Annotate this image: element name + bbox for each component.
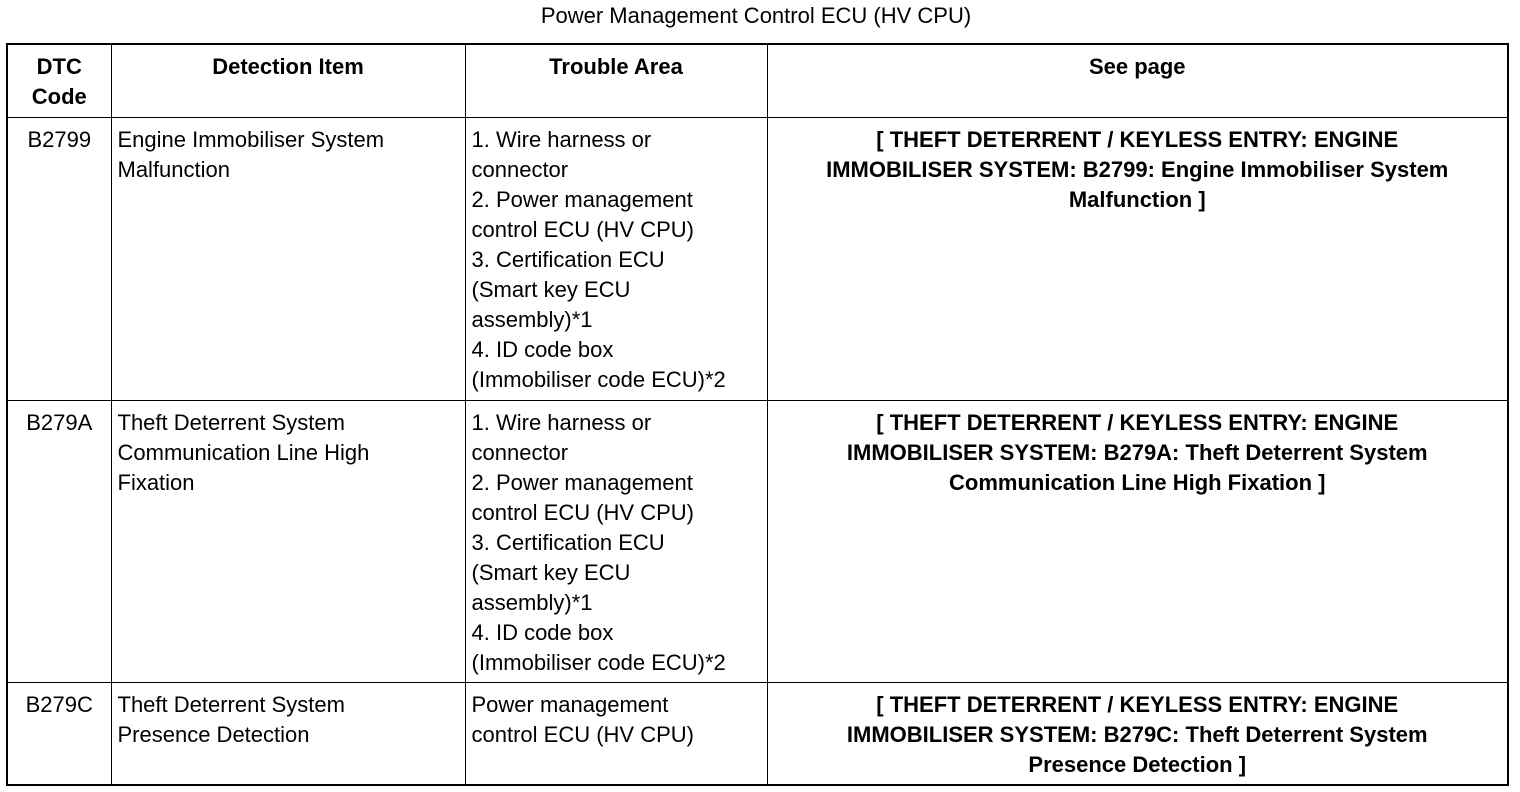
see-page-line: [ THEFT DETERRENT / KEYLESS ENTRY: ENGINE	[876, 126, 1399, 152]
header-dtc-code-line: DTC	[36, 54, 82, 79]
trouble-area-line: assembly)*1	[471, 306, 593, 332]
dtc-code-cell: B279C	[7, 682, 111, 785]
detection-item-line: Fixation	[117, 469, 195, 495]
header-detection-item: Detection Item	[111, 44, 465, 117]
detection-item-line: Presence Detection	[117, 721, 310, 747]
trouble-area-line: (Immobiliser code ECU)*2	[471, 366, 726, 392]
trouble-area-line: Power management	[471, 691, 669, 717]
see-page-line: [ THEFT DETERRENT / KEYLESS ENTRY: ENGINE	[876, 409, 1399, 435]
see-page-link[interactable]	[767, 400, 1508, 682]
table-row	[7, 117, 1508, 400]
trouble-area-line: 4. ID code box	[471, 336, 614, 362]
trouble-area-cell	[465, 400, 767, 682]
trouble-area-line: assembly)*1	[471, 589, 593, 615]
trouble-area-line: (Smart key ECU	[471, 276, 631, 302]
trouble-area-line: 4. ID code box	[471, 619, 614, 645]
see-page-line: Presence Detection ]	[1028, 751, 1247, 777]
header-dtc-code	[7, 44, 111, 117]
see-page-line: Communication Line High Fixation ]	[949, 469, 1326, 495]
header-dtc-code-line: Code	[31, 84, 87, 109]
table-caption: Power Management Control ECU (HV CPU)	[540, 3, 972, 28]
see-page-link[interactable]	[767, 682, 1508, 785]
trouble-area-line: connector	[471, 439, 569, 465]
detection-item-line: Engine Immobiliser System	[117, 126, 385, 152]
table-row	[7, 400, 1508, 682]
see-page-link[interactable]	[767, 117, 1508, 400]
trouble-area-line: (Smart key ECU	[471, 559, 631, 585]
dtc-code-cell: B2799	[7, 117, 111, 400]
trouble-area-line: control ECU (HV CPU)	[471, 721, 694, 747]
detection-item-line: Theft Deterrent System	[117, 691, 345, 717]
see-page-line: Malfunction ]	[1068, 186, 1206, 212]
trouble-area-line: 2. Power management	[471, 186, 693, 212]
detection-item-line: Theft Deterrent System	[117, 409, 345, 435]
header-see-page: See page	[767, 44, 1508, 117]
trouble-area-line: control ECU (HV CPU)	[471, 216, 694, 242]
trouble-area-line: control ECU (HV CPU)	[471, 499, 694, 525]
detection-item-cell	[111, 682, 465, 785]
trouble-area-line: 3. Certification ECU	[471, 529, 665, 555]
trouble-area-line: 3. Certification ECU	[471, 246, 665, 272]
header-trouble-area: Trouble Area	[465, 44, 767, 117]
see-page-line: [ THEFT DETERRENT / KEYLESS ENTRY: ENGINE	[876, 691, 1399, 717]
trouble-area-line: 2. Power management	[471, 469, 693, 495]
trouble-area-line: 1. Wire harness or	[471, 126, 652, 152]
detection-item-line: Communication Line High	[117, 439, 370, 465]
trouble-area-cell	[465, 682, 767, 785]
table-header-row	[7, 44, 1508, 117]
dtc-table	[6, 43, 1509, 786]
see-page-line: IMMOBILISER SYSTEM: B2799: Engine Immobiliser System	[826, 156, 1449, 182]
table-row	[7, 682, 1508, 785]
trouble-area-line: (Immobiliser code ECU)*2	[471, 649, 726, 675]
see-page-line: IMMOBILISER SYSTEM: B279A: Theft Deterrent System	[846, 439, 1428, 465]
detection-item-cell	[111, 400, 465, 682]
dtc-code-cell: B279A	[7, 400, 111, 682]
trouble-area-line: connector	[471, 156, 569, 182]
detection-item-cell	[111, 117, 465, 400]
trouble-area-cell	[465, 117, 767, 400]
trouble-area-line: 1. Wire harness or	[471, 409, 652, 435]
see-page-line: IMMOBILISER SYSTEM: B279C: Theft Deterrent System	[846, 721, 1428, 747]
detection-item-line: Malfunction	[117, 156, 231, 182]
